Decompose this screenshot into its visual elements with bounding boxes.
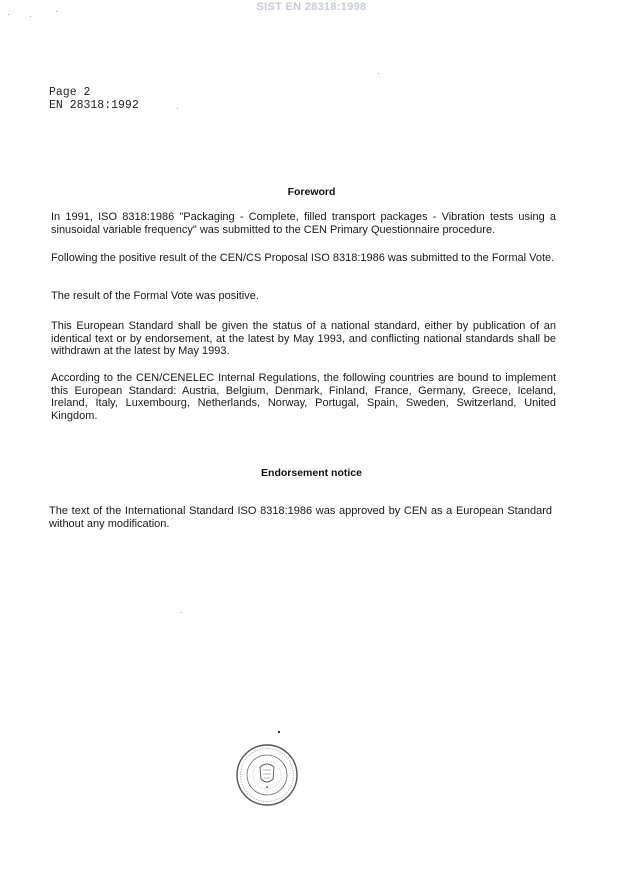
foreword-paragraph: In 1991, ISO 8318:1986 "Packaging - Complete, filled transport packages - Vibration tests using a sinusoidal variable frequency" was submitted to the CEN Primary Questionnaire procedure. [51, 211, 556, 236]
scan-speck [278, 731, 280, 733]
foreword-paragraph: This European Standard shall be given the status of a national standard, either by publication of an identical text or by endorsement, at the latest by May 1993, and conflicting national standards shall be withdrawn at the latest by May 1993. [51, 320, 556, 357]
watermark: SIST EN 28318:1998 [256, 1, 367, 13]
foreword-paragraph: According to the CEN/CENELEC Internal Regulations, the following countries are bound to implement this European Standard: Austria, Belgium, Denmark, Finland, France, Germany, Greece, Iceland, Ireland, Italy, Luxembourg, Netherlands, Norway, Portugal, Spain, Sweden, Switzerland, United Kingdom. [51, 372, 556, 422]
foreword-paragraph: The result of the Formal Vote was positive. [51, 290, 259, 302]
endorsement-heading: Endorsement notice [261, 467, 362, 479]
page-number: Page 2 [49, 86, 91, 99]
foreword-heading: Foreword [287, 186, 336, 198]
scan-speck [181, 612, 182, 613]
scan-speck [30, 16, 31, 17]
page-header [49, 86, 139, 112]
scan-speck [177, 108, 178, 109]
scan-speck [378, 73, 379, 74]
scan-speck [56, 11, 57, 12]
official-stamp-icon [235, 743, 299, 807]
foreword-paragraph: Following the positive result of the CEN/CS Proposal ISO 8318:1986 was submitted to the Formal Vote. [51, 252, 555, 264]
scan-speck [8, 14, 9, 15]
standard-number: EN 28318:1992 [49, 99, 139, 112]
endorsement-text: The text of the International Standard ISO 8318:1986 was approved by CEN as a European Standard without any modification. [49, 505, 552, 530]
